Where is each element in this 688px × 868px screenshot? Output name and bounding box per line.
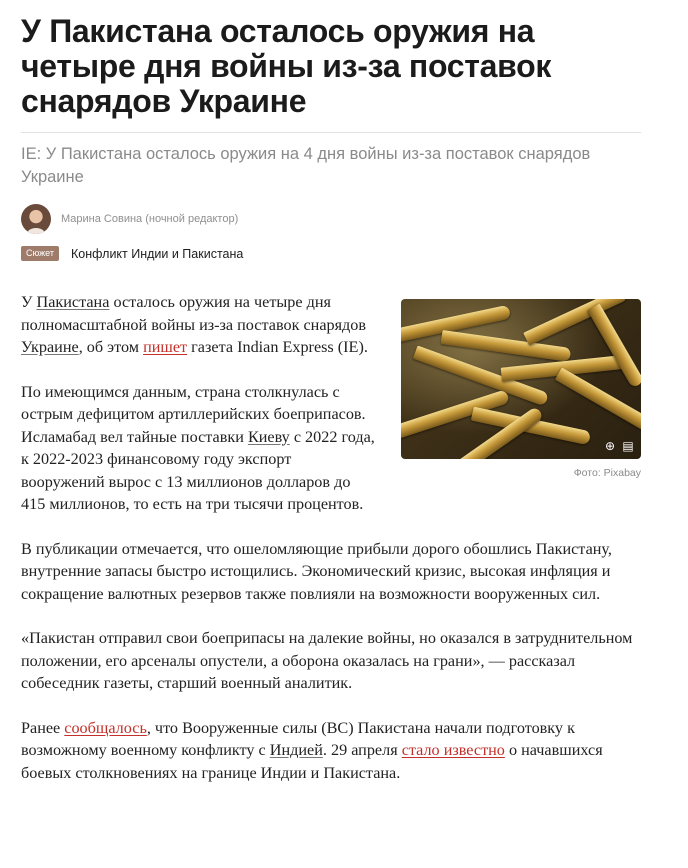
link-india[interactable]: Индией: [269, 741, 323, 759]
zoom-in-icon[interactable]: ⊕: [604, 439, 616, 453]
link-became-known[interactable]: стало известно: [401, 741, 505, 759]
link-source[interactable]: пишет: [143, 338, 188, 356]
link-reported[interactable]: сообщалось: [64, 718, 147, 737]
story-badge: Сюжет: [21, 246, 59, 261]
article-subtitle: IE: У Пакистана осталось оружия на 4 дня войны из-за поставок снарядов Украине: [21, 145, 591, 186]
title-divider: [21, 132, 641, 133]
paragraph-4: «Пакистан отправил свои боеприпасы на далекие войны, но оказался в затруднительном положении, его арсеналы опустели, а оборона оказалась на грани», — рассказал собеседник газеты, старший военный аналитик.: [21, 629, 633, 692]
story-title-link[interactable]: Конфликт Индии и Пакистана: [71, 246, 244, 261]
link-pakistan[interactable]: Пакистана: [36, 293, 110, 311]
paragraph-1: У Пакистана осталось оружия на четыре дня полномасштабной войны из-за поставок снарядов Украине, об этом пишет газета Indian Express (IE).: [21, 293, 368, 356]
author-block[interactable]: [21, 203, 641, 235]
photo-caption: Фото: Pixabay: [573, 467, 641, 479]
paragraph-5: Ранее сообщалось, что Вооруженные силы (ВС) Пакистана начали подготовку к возможному военному конфликту с Индией. 29 апреля стало известно о начавшихся боевых столкновениях на границе Индии и Пакистана.: [21, 718, 603, 782]
article-body: [21, 291, 641, 784]
paragraph-2: По имеющимся данным, страна столкнулась с острым дефицитом артиллерийских боеприпасов. Исламабад вел тайные поставки Киеву с 2022 года, к 2022-2023 финансовому году экспорт вооружений вырос с 13 миллионов долларов до 415 миллионов, то есть на три тысячи процентов.: [21, 382, 375, 513]
article-figure: [401, 299, 641, 479]
story-block[interactable]: [21, 246, 641, 261]
photo-tools: [603, 439, 635, 453]
comment-icon[interactable]: ▤: [622, 439, 634, 453]
author-name[interactable]: Марина Совина (ночной редактор): [61, 213, 239, 225]
link-kyiv[interactable]: Киеву: [247, 427, 290, 446]
paragraph-3: В публикации отмечается, что ошеломляющие прибыли дорого обошлись Пакистану, внутренние запасы быстро истощились. Экономический кризис, высокая инфляция и сокращение валютных резервов также повлияли на возможности вооруженных сил.: [21, 539, 612, 603]
link-ukraine[interactable]: Украине: [21, 338, 79, 356]
article-title: У Пакистана осталось оружия на четыре дня войны из-за поставок снарядов Украине: [21, 13, 552, 119]
article-photo[interactable]: [401, 299, 641, 459]
avatar[interactable]: [21, 204, 51, 234]
